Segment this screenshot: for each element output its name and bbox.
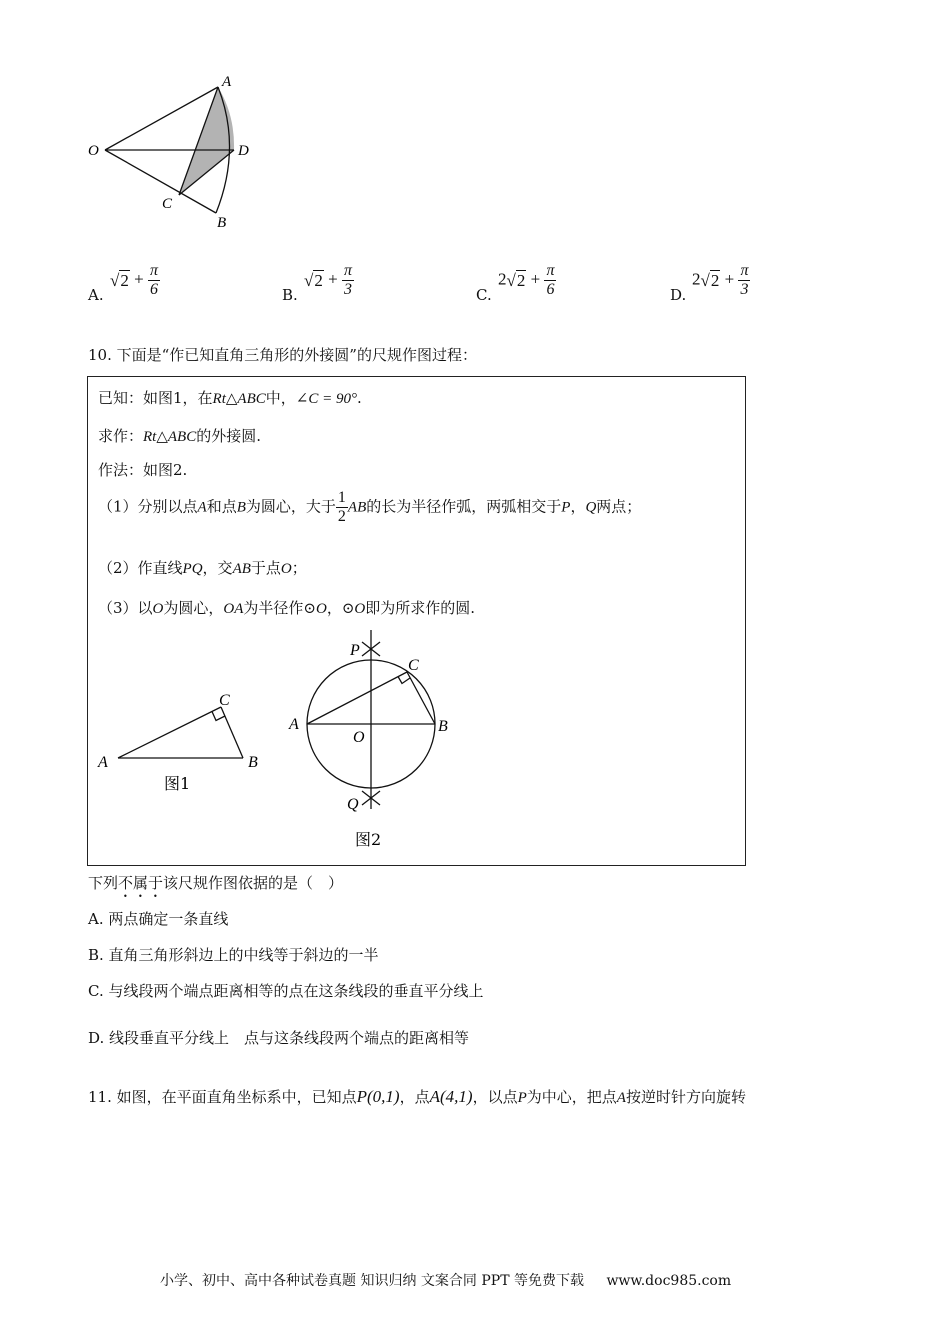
fig1-label-A: A [98,754,108,771]
option-letter: C. [476,286,492,304]
option-letter: D. [670,286,687,304]
fig1-label-B: B [248,754,258,771]
figure-1 [88,677,288,807]
option-letter: A. [88,286,104,304]
label-D: D [238,143,249,159]
footer-url[interactable]: www.doc985.com [606,1273,732,1289]
fraction: $\frac{\pi}{6}$ [546,262,555,298]
footer [160,1270,731,1290]
q10-question: 下列不属于该尺规作图依据的是（ ） [88,874,344,892]
q10-option-a[interactable]: A. 两点确定一条直线 [88,910,229,928]
fraction: $\frac{\pi}{3}$ [343,262,352,298]
fig2-label-O: O [353,729,365,746]
fraction: $\frac{\pi}{3}$ [740,262,749,298]
fig2-label-Q: Q [347,796,359,813]
q10-option-b[interactable]: B. 直角三角形斜边上的中线等于斜边的一半 [88,946,379,964]
q10-option-c[interactable]: C. 与线段两个端点距离相等的点在这条线段的垂直平分线上 [88,982,484,1000]
fig2-label-B: B [438,718,448,735]
figure-2 [283,627,473,857]
option-letter: B. [282,286,298,304]
construction-box [87,376,746,866]
q11-stem: 11. 如图，在平面直角坐标系中，已知点P(0,1)，点A(4,1)，以点P为中心，把点A按逆时针方向旋转 [88,1087,746,1106]
label-A: A [222,74,232,90]
step-1: （1）分别以点A和点B为圆心，大于 $\frac{1}{2}$ AB的长为半径作弧，两弧相交于P，Q两点； [98,489,642,525]
fig2-label-C: C [408,657,419,674]
q10-stem: 10. 下面是“作已知直角三角形的外接圆”的尺规作图过程： [88,346,477,364]
q10-option-d[interactable]: D. 线段垂直平分线上 点与这条线段两个端点的距离相等 [88,1029,470,1047]
label-C: C [162,196,173,212]
footer-text: 小学、初中、高中各种试卷真题 知识归纳 文案合同 PPT 等免费下载 [160,1273,584,1289]
step-3: （3）以O为圆心，OA为半径作⊙O，⊙O即为所求作的圆. [98,599,476,617]
step-2: （2）作直线PQ，交AB于点O； [98,559,307,577]
sector-figure [80,70,270,235]
method-line: 作法：如图2. [98,461,188,479]
fig2-caption: 图2 [355,830,382,849]
fig1-label-C: C [219,692,230,709]
fig2-label-P: P [350,642,360,659]
given-line: 已知：如图1，在Rt△ABC中，∠C = 90°. [98,389,362,407]
fig2-label-A: A [289,716,299,733]
label-O: O [88,143,99,159]
fig1-caption: 图1 [164,774,191,793]
label-B: B [217,215,227,231]
fraction: $\frac{\pi}{6}$ [149,262,158,298]
require-line: 求作：Rt△ABC的外接圆. [98,427,261,445]
